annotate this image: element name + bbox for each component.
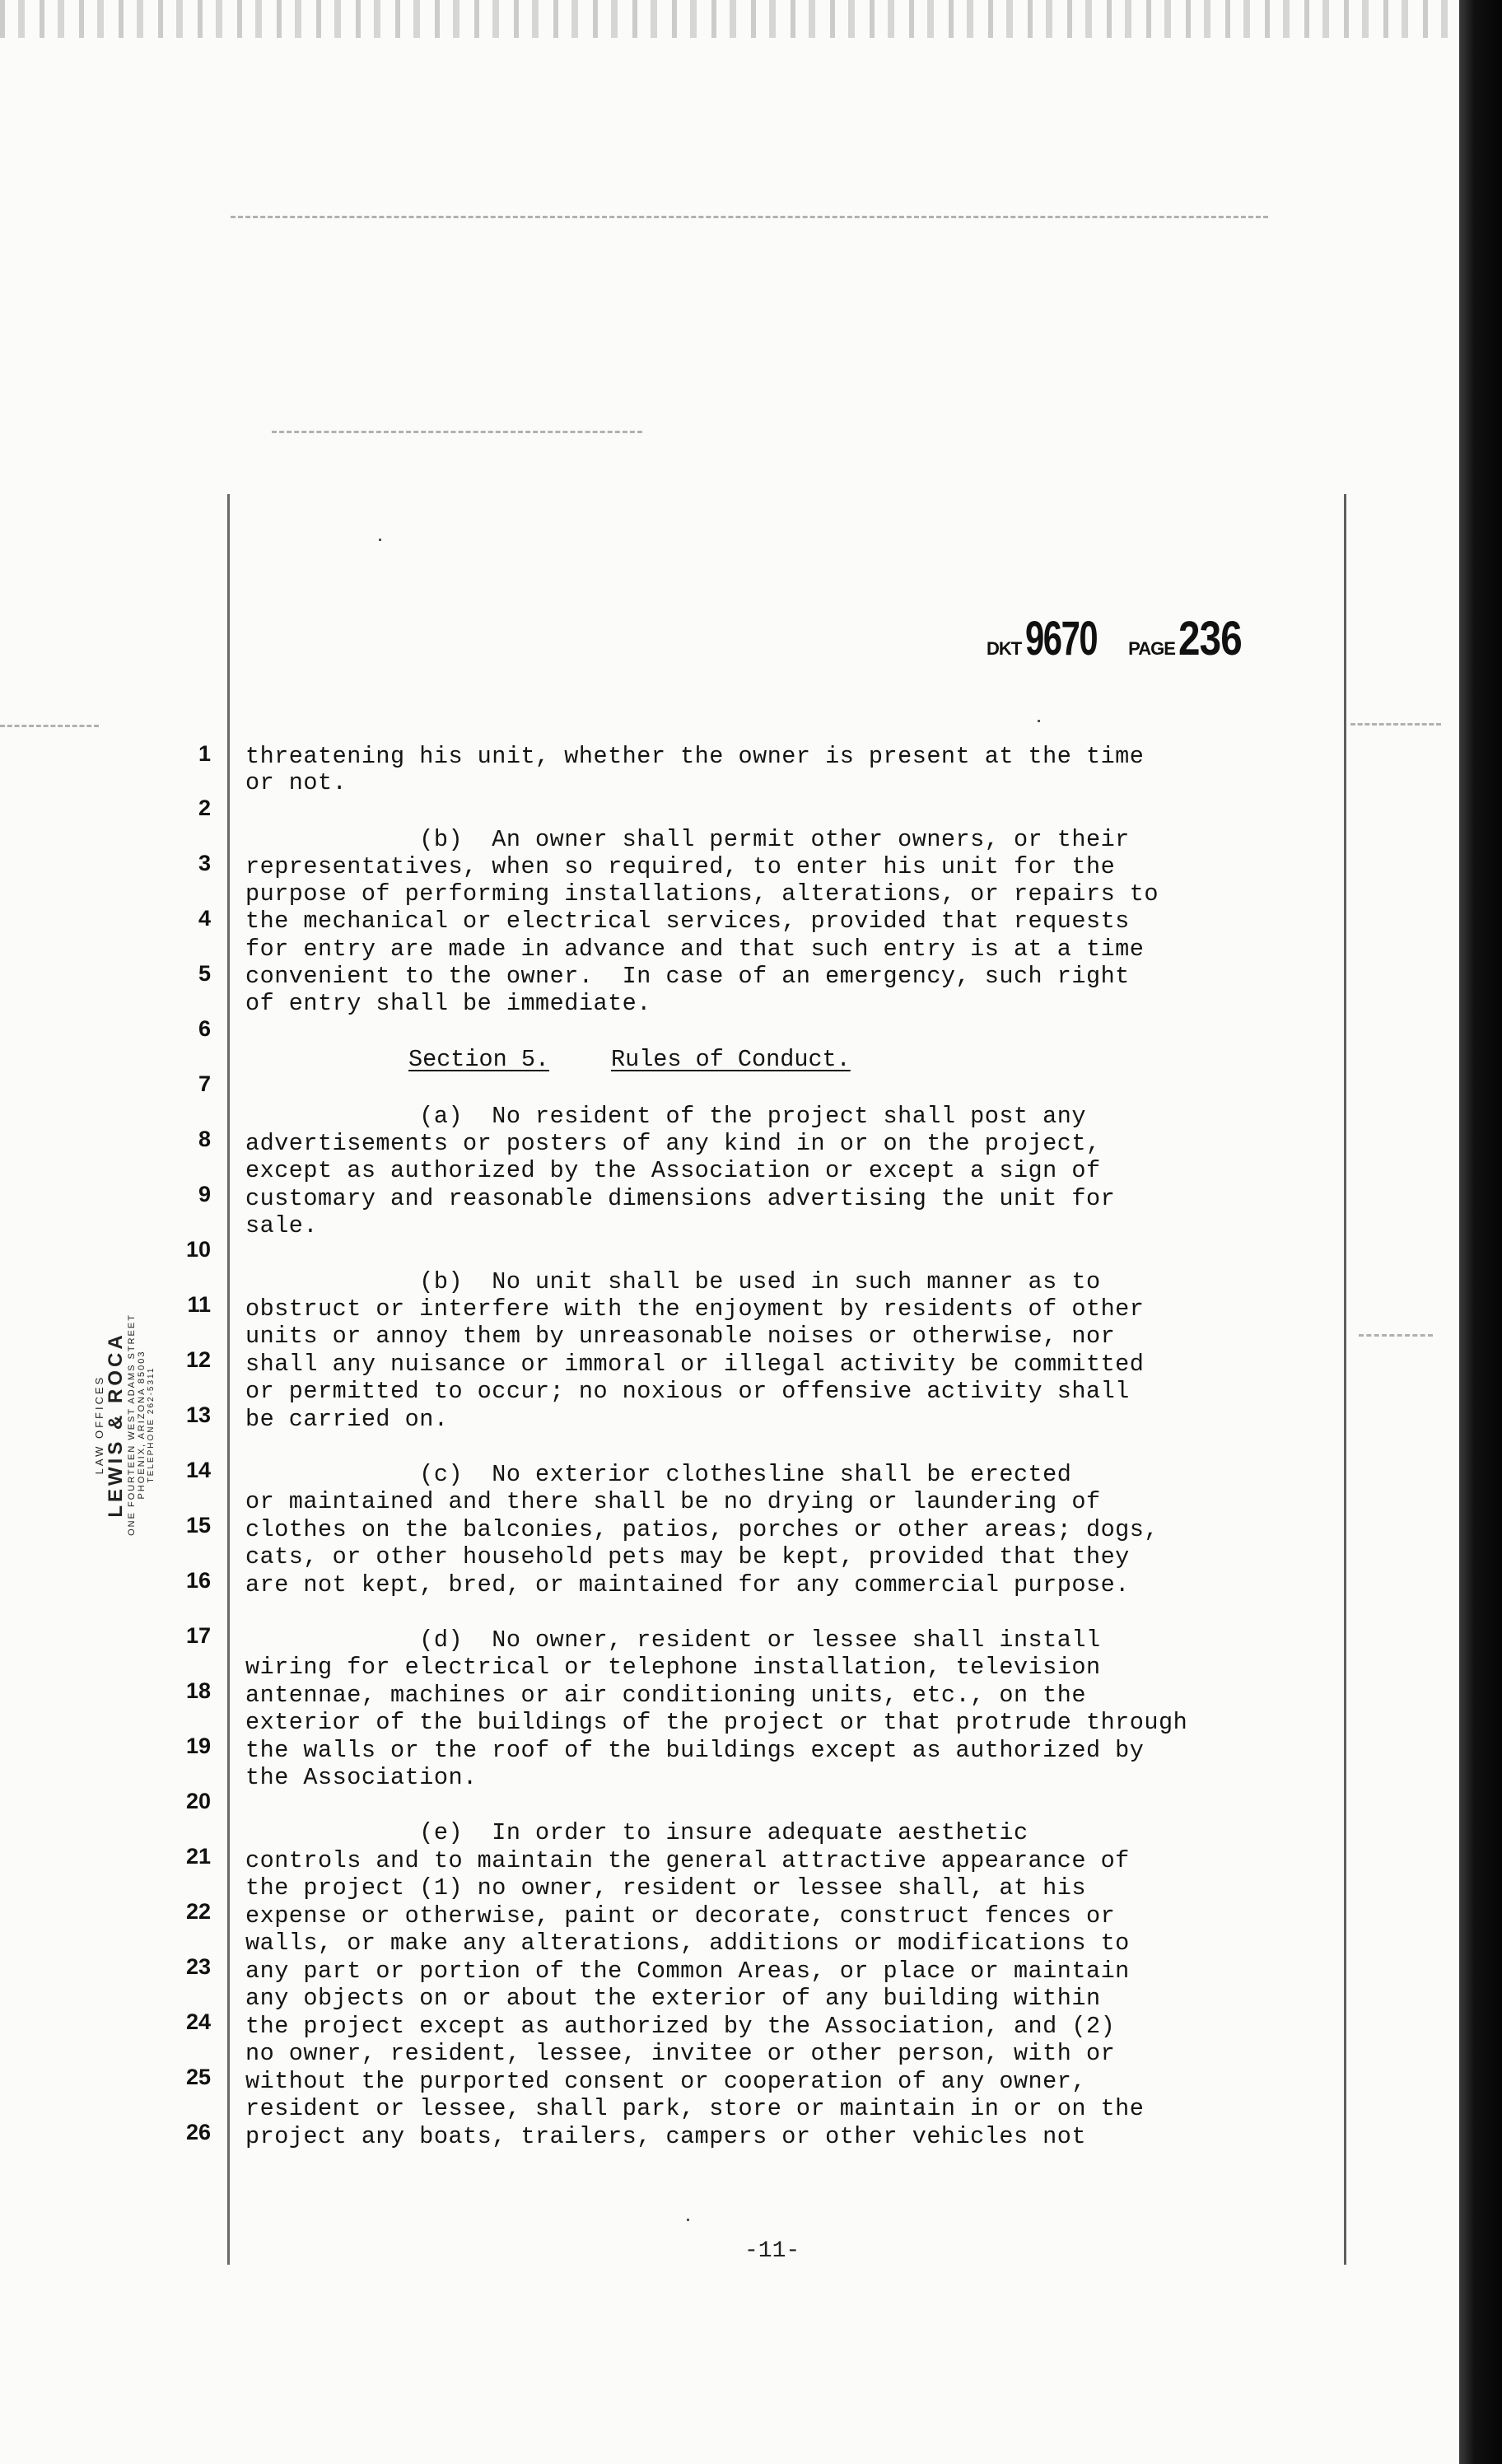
scan-top-edge-artifact (0, 0, 1502, 38)
body-text-line: shall any nuisance or immoral or illegal activity be committed (245, 1351, 1145, 1378)
line-number: 12 (185, 1347, 211, 1372)
body-text-line: representatives, when so required, to enter his unit for the (245, 853, 1116, 880)
page-number: 236 (1178, 612, 1243, 665)
law-firm-stamp (79, 1227, 170, 1622)
scan-speck (379, 539, 381, 541)
line-number: 11 (187, 1292, 211, 1317)
body-text-line: (c) No exterior clothesline shall be erected (245, 1461, 1072, 1488)
line-number: 17 (185, 1623, 211, 1648)
body-text-line: (a) No resident of the project shall post any (245, 1103, 1086, 1130)
line-number: 16 (185, 1568, 211, 1593)
body-text-line: antennae, machines or air conditioning units, etc., on the (245, 1682, 1086, 1709)
body-text-line: any part or portion of the Common Areas, or place or maintain (245, 1958, 1130, 1985)
body-text-line: (b) No unit shall be used in such manner as to (245, 1268, 1101, 1295)
line-number: 3 (198, 851, 211, 875)
body-text-line: the Association. (245, 1764, 478, 1791)
line-number: 20 (185, 1789, 211, 1813)
line-number: 4 (198, 906, 211, 931)
body-text-line: walls, or make any alterations, additions or modifications to (245, 1930, 1130, 1957)
right-margin-rule (1344, 494, 1346, 2265)
body-text-line: be carried on. (245, 1406, 449, 1433)
line-number: 18 (185, 1678, 211, 1703)
body-text-line: (d) No owner, resident or lessee shall install (245, 1626, 1101, 1654)
body-text-line: any objects on or about the exterior of any building within (245, 1985, 1101, 2012)
line-number: 14 (185, 1458, 211, 1482)
scan-smudge (272, 431, 642, 433)
body-text-line: resident or lessee, shall park, store or maintain in or on the (245, 2095, 1145, 2122)
line-number: 15 (185, 1513, 211, 1538)
line-number: 24 (185, 2009, 211, 2034)
line-number: 13 (185, 1402, 211, 1427)
body-text-line: of entry shall be immediate. (245, 990, 651, 1017)
line-number: 2 (198, 796, 211, 820)
body-text-line: the walls or the roof of the buildings except as authorized by (245, 1737, 1145, 1764)
page-footer-number: -11- (744, 2238, 800, 2264)
line-number: 6 (198, 1016, 211, 1041)
line-number: 22 (185, 1899, 211, 1924)
line-number: 21 (185, 1844, 211, 1869)
firm-stamp-line: LAW OFFICES (93, 1374, 105, 1475)
docket-number: 9670 (1024, 612, 1097, 665)
body-text-line: obstruct or interfere with the enjoyment by residents of other (245, 1295, 1145, 1323)
line-number: 26 (185, 2120, 211, 2144)
line-number: 23 (185, 1954, 211, 1979)
body-text-line: units or annoy them by unreasonable noises or otherwise, nor (245, 1323, 1116, 1350)
docket-label: DKT (987, 638, 1022, 659)
body-text-line: or permitted to occur; no noxious or offensive activity shall (245, 1378, 1130, 1405)
line-number: 8 (198, 1127, 211, 1151)
body-text-line: sale. (245, 1212, 319, 1239)
line-number: 25 (185, 2065, 211, 2089)
line-number: 7 (198, 1071, 211, 1096)
body-text-line: cats, or other household pets may be kept, provided that they (245, 1543, 1130, 1570)
body-text-line: are not kept, bred, or maintained for any commercial purpose. (245, 1571, 1130, 1598)
firm-name: LEWIS & ROCA (105, 1332, 127, 1518)
body-text-line: project any boats, trailers, campers or other vehicles not (245, 2123, 1086, 2150)
line-number: 5 (198, 961, 211, 986)
body-text-line: no owner, resident, lessee, invitee or other person, with or (245, 2040, 1116, 2067)
body-text-line: except as authorized by the Association or except a sign of (245, 1157, 1101, 1184)
line-number: 1 (198, 741, 211, 766)
scan-smudge (1350, 723, 1441, 726)
section-heading-number: Section 5. (408, 1046, 550, 1073)
line-number: 10 (185, 1237, 211, 1262)
section-heading-title: Rules of Conduct. (611, 1046, 851, 1073)
page-label: PAGE (1128, 638, 1175, 659)
body-text-line: clothes on the balconies, patios, porches or other areas; dogs, (245, 1516, 1159, 1543)
body-text-line: the mechanical or electrical services, provided that requests (245, 908, 1130, 935)
line-number: 9 (198, 1182, 211, 1206)
scan-smudge (231, 216, 1268, 218)
firm-stamp-line: PHOENIX, ARIZONA 85003 (137, 1350, 147, 1500)
firm-stamp-line: ONE FOURTEEN WEST ADAMS STREET (127, 1314, 137, 1536)
body-text-line: advertisements or posters of any kind in or on the project, (245, 1130, 1101, 1157)
body-text-line: the project except as authorized by the Association, and (2) (245, 2013, 1116, 2040)
body-text-line: purpose of performing installations, alterations, or repairs to (245, 880, 1159, 908)
body-text-line: exterior of the buildings of the project or that protrude through (245, 1709, 1188, 1736)
line-number: 19 (185, 1734, 211, 1758)
body-text-line: controls and to maintain the general attractive appearance of (245, 1847, 1130, 1874)
scan-smudge (0, 725, 99, 727)
body-text-line: customary and reasonable dimensions advertising the unit for (245, 1185, 1116, 1212)
body-text-line: threatening his unit, whether the owner is present at the time (245, 743, 1145, 770)
body-text-line: (e) In order to insure adequate aesthetic (245, 1819, 1029, 1846)
left-margin-rule (227, 494, 230, 2265)
scan-smudge (1359, 1334, 1433, 1337)
body-text-line: or maintained and there shall be no drying or laundering of (245, 1488, 1101, 1515)
body-text-line: convenient to the owner. In case of an emergency, such right (245, 963, 1130, 990)
firm-stamp-line: TELEPHONE 262-5311 (147, 1366, 156, 1483)
body-text-line: wiring for electrical or telephone installation, television (245, 1654, 1101, 1681)
body-text-line: expense or otherwise, paint or decorate, construct fences or (245, 1902, 1116, 1930)
body-text-line: (b) An owner shall permit other owners, or their (245, 826, 1130, 853)
scan-speck (687, 2219, 689, 2221)
scan-right-edge-shadow (1459, 0, 1502, 2464)
body-text-line: the project (1) no owner, resident or lessee shall, at his (245, 1874, 1086, 1902)
recording-book-page-reference (987, 611, 1256, 666)
body-text-line: without the purported consent or cooperation of any owner, (245, 2068, 1086, 2095)
scan-speck (1038, 720, 1040, 722)
body-text-line: or not. (245, 769, 348, 796)
body-text-line: for entry are made in advance and that such entry is at a time (245, 936, 1145, 963)
